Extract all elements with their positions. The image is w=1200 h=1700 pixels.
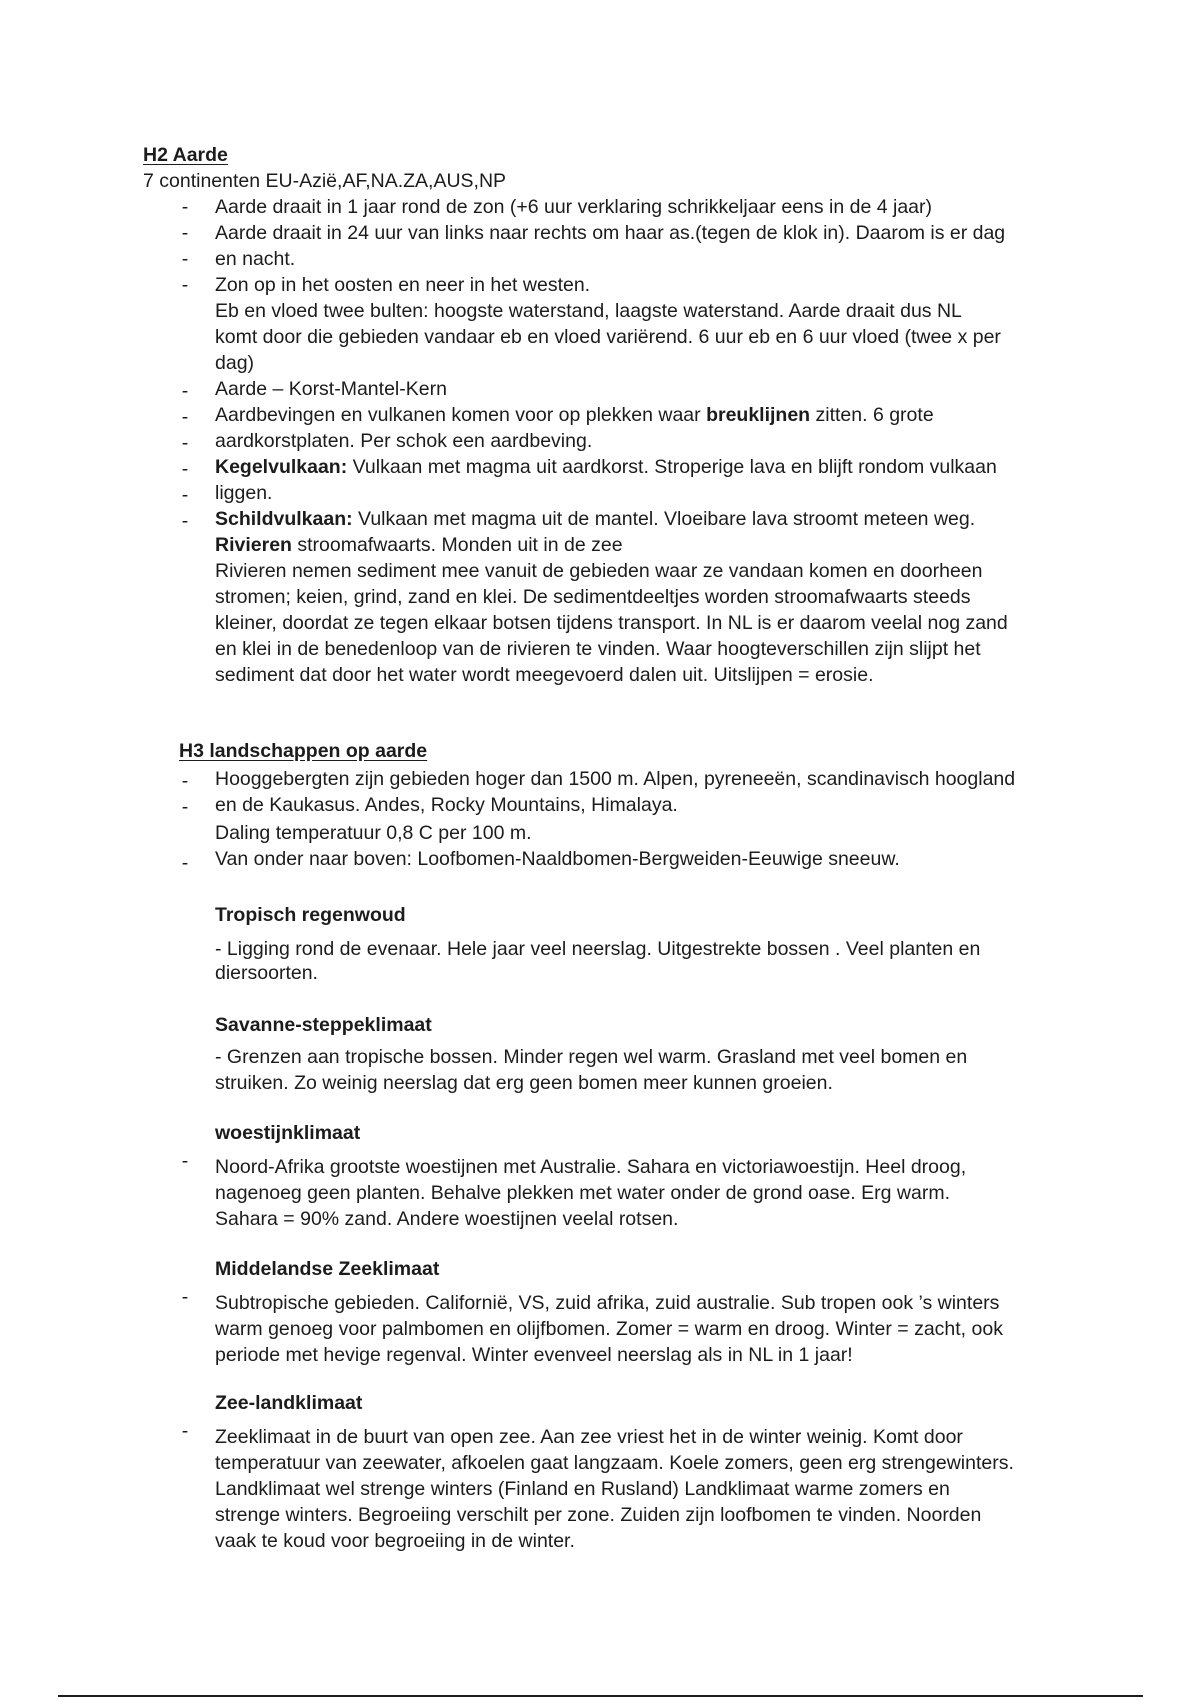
text-line: Zon op in het oosten en neer in het westen. [215, 274, 591, 296]
text-line: periode met hevige regenval. Winter evenveel neerslag als in NL in 1 jaar! [215, 1344, 853, 1366]
text-span: stroomafwaarts. Monden uit in de zee [291, 534, 623, 556]
continents-line: 7 continenten EU-Azië,AF,NA.ZA,AUS,NP [143, 170, 507, 192]
bullet-dash: - [181, 510, 189, 532]
bold-term-rivieren: Rivieren [215, 534, 292, 556]
bold-term-kegelvulkaan: Kegelvulkaan: [215, 456, 348, 478]
subheading-zeeland: Zee-landklimaat [215, 1392, 363, 1414]
text-line: Daling temperatuur 0,8 C per 100 m. [215, 822, 532, 844]
text-line: Subtropische gebieden. Californië, VS, zuid afrika, zuid australie. Sub tropen ook ’s winters [215, 1292, 1000, 1314]
bullet-dash: - [181, 484, 189, 506]
text-line: kleiner, doordat ze tegen elkaar botsen tijdens transport. In NL is er daarom veelal nog zand [215, 612, 1008, 634]
text-line: - Grenzen aan tropische bossen. Minder regen wel warm. Grasland met veel bomen en [215, 1046, 968, 1068]
text-line: Eb en vloed twee bulten: hoogste waterstand, laagste waterstand. Aarde draait dus NL [215, 300, 962, 322]
text-line: Hooggebergten zijn gebieden hoger dan 1500 m. Alpen, pyreneeën, scandinavisch hoogland [215, 768, 1016, 790]
text-line: dag) [215, 352, 255, 374]
bullet-dash: - [181, 406, 189, 428]
text-line: komt door die gebieden vandaar eb en vloed variërend. 6 uur eb en 6 uur vloed (twee x per [215, 326, 1001, 348]
text-line: aardkorstplaten. Per schok een aardbeving. [215, 430, 593, 452]
subheading-middelandse: Middelandse Zeeklimaat [215, 1258, 440, 1280]
text-line: Rivieren nemen sediment mee vanuit de gebieden waar ze vandaan komen en doorheen [215, 560, 983, 582]
bullet-dash: - [181, 796, 189, 818]
bullet-dash: - [181, 222, 189, 244]
text-span: zitten. 6 grote [810, 404, 934, 426]
bullet-dash: - [181, 248, 189, 270]
subheading-tropisch: Tropisch regenwoud [215, 904, 406, 926]
text-line: - Ligging rond de evenaar. Hele jaar veel neerslag. Uitgestrekte bossen . Veel planten en [215, 938, 981, 960]
text-line: strenge winters. Begroeiing verschilt per zone. Zuiden zijn loofbomen te vinden. Noorden [215, 1504, 982, 1526]
text-line: nagenoeg geen planten. Behalve plekken met water onder de grond oase. Erg warm. [215, 1182, 950, 1204]
section-heading-h2: H2 Aarde [143, 144, 228, 166]
text-line: Aarde draait in 24 uur van links naar rechts om haar as.(tegen de klok in). Daarom is er dag [215, 222, 1006, 244]
text-line: Van onder naar boven: Loofbomen-Naaldbomen-Bergweiden-Eeuwige sneeuw. [215, 848, 900, 870]
text-line: Aarde – Korst-Mantel-Kern [215, 378, 447, 400]
text-line: en klei in de benedenloop van de rivieren te vinden. Waar hoogteverschillen zijn slijpt het [215, 638, 981, 660]
text-line [215, 532, 623, 558]
text-line: vaak te koud voor begroeiing in de winter. [215, 1530, 575, 1552]
bullet-dash: - [181, 380, 189, 402]
bullet-dash: - [181, 1150, 189, 1172]
bullet-dash: - [181, 458, 189, 480]
bullet-dash: - [181, 852, 189, 874]
bold-term-schildvulkaan: Schildvulkaan: [215, 508, 353, 530]
text-line: temperatuur van zeewater, afkoelen gaat langzaam. Koele zomers, geen erg strengewinters. [215, 1452, 1014, 1474]
text-line [215, 506, 975, 532]
text-line: Landklimaat wel strenge winters (Finland en Rusland) Landklimaat warme zomers en [215, 1478, 950, 1500]
text-line: liggen. [215, 482, 273, 504]
section-heading-h3: H3 landschappen op aarde [179, 740, 428, 762]
text-line: Sahara = 90% zand. Andere woestijnen veelal rotsen. [215, 1208, 679, 1230]
text-span: Vulkaan met magma uit aardkorst. Stroperige lava en blijft rondom vulkaan [347, 456, 997, 478]
text-line: struiken. Zo weinig neerslag dat erg geen bomen meer kunnen groeien. [215, 1072, 833, 1094]
text-line: diersoorten. [215, 962, 318, 984]
text-line: Aarde draait in 1 jaar rond de zon (+6 uur verklaring schrikkeljaar eens in de 4 jaar) [215, 196, 933, 218]
bullet-dash: - [181, 1286, 189, 1308]
text-line: warm genoeg voor palmbomen en olijfbomen. Zomer = warm en droog. Winter = zacht, ook [215, 1318, 1003, 1340]
text-line: Zeeklimaat in de buurt van open zee. Aan zee vriest het in de winter weinig. Komt door [215, 1426, 963, 1448]
text-line: en nacht. [215, 248, 296, 270]
text-line [215, 454, 997, 480]
text-line [215, 402, 934, 428]
bullet-dash: - [181, 274, 189, 296]
bold-term-breuklijnen: breuklijnen [706, 404, 811, 426]
subheading-woestijn: woestijnklimaat [215, 1122, 361, 1144]
text-span: Aardbevingen en vulkanen komen voor op plekken waar [215, 404, 707, 426]
text-line: stromen; keien, grind, zand en klei. De sedimentdeeltjes worden stroomafwaarts steeds [215, 586, 971, 608]
text-line: Noord-Afrika grootste woestijnen met Australie. Sahara en victoriawoestijn. Heel droog, [215, 1156, 967, 1178]
footer-rule [58, 1695, 1143, 1697]
bullet-dash: - [181, 432, 189, 454]
bullet-dash: - [181, 196, 189, 218]
text-span: Vulkaan met magma uit de mantel. Vloeibare lava stroomt meteen weg. [352, 508, 976, 530]
text-line: sediment dat door het water wordt meegevoerd dalen uit. Uitslijpen = erosie. [215, 664, 874, 686]
subheading-savanne: Savanne-steppeklimaat [215, 1014, 432, 1036]
text-line: en de Kaukasus. Andes, Rocky Mountains, Himalaya. [215, 794, 678, 816]
bullet-dash: - [181, 770, 189, 792]
bullet-dash: - [181, 1420, 189, 1442]
